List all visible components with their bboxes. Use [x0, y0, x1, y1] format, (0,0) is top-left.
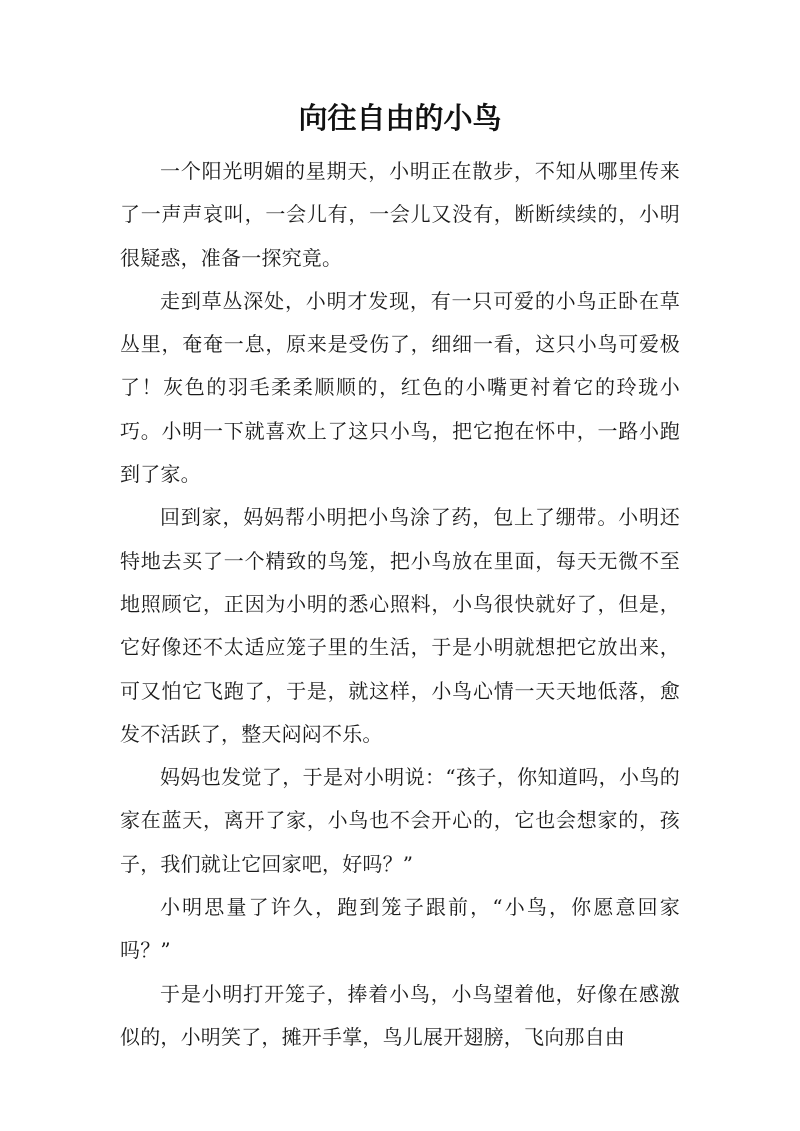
paragraph-6: 于是小明打开笼子，捧着小鸟，小鸟望着他，好像在感激似的，小明笑了，摊开手掌，鸟儿展开翅膀，飞向那自由	[120, 981, 680, 1049]
paragraph-5: 小明思量了许久，跑到笼子跟前，“小鸟，你愿意回家吗？”	[120, 895, 680, 963]
paragraph-4: 妈妈也发觉了，于是对小明说：“孩子，你知道吗，小鸟的家在蓝天，离开了家，小鸟也不会开心的，它也会想家的，孩子，我们就让它回家吧，好吗？”	[120, 765, 680, 876]
paragraph-2: 走到草丛深处，小明才发现，有一只可爱的小鸟正卧在草丛里，奄奄一息，原来是受伤了，细细一看，这只小鸟可爱极了！灰色的羽毛柔柔顺顺的，红色的小嘴更衬着它的玲珑小巧。小明一下就喜欢上了这只小鸟，把它抱在怀中，一路小跑到了家。	[120, 288, 680, 487]
paragraph-3: 回到家，妈妈帮小明把小鸟涂了药，包上了绷带。小明还特地去买了一个精致的鸟笼，把小鸟放在里面，每天无微不至地照顾它，正因为小明的悉心照料，小鸟很快就好了，但是，它好像还不太适应笼子里的生活，于是小明就想把它放出来，可又怕它飞跑了，于是，就这样，小鸟心情一天天地低落，愈发不活跃了，整天闷闷不乐。	[120, 505, 680, 746]
paragraph-1: 一个阳光明媚的星期天，小明正在散步，不知从哪里传来了一声声哀叫，一会儿有，一会儿又没有，断断续续的，小明很疑惑，准备一探究竟。	[120, 159, 680, 270]
document-body	[120, 150, 680, 1059]
document-title: 向往自由的小鸟	[298, 101, 502, 135]
